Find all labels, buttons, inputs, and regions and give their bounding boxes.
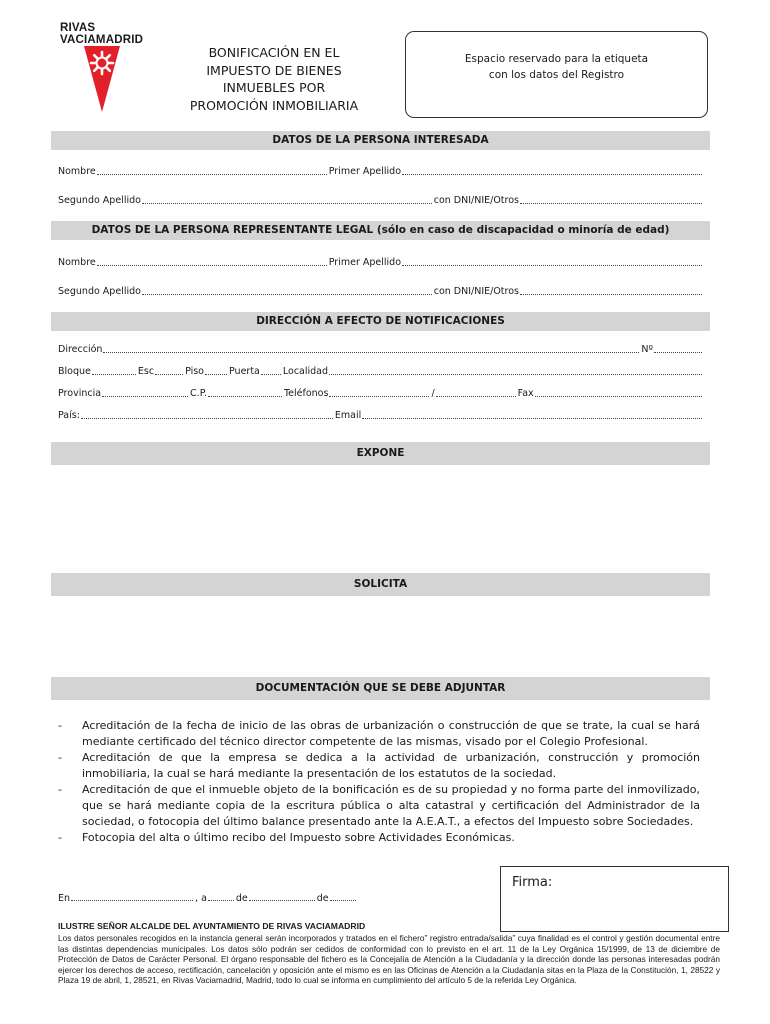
pais-field[interactable]	[81, 418, 333, 419]
surname1-field[interactable]	[402, 174, 702, 175]
doc-item-2: - Acreditación de que la empresa se dedica a la actividad de urbanización, construcción y promoción inmobiliaria, la cual se hará mediante la presentación de los estatutos de la sociedad.	[58, 751, 700, 780]
dni-label: con DNI/NIE/Otros	[433, 195, 519, 206]
place-date-row	[58, 890, 358, 904]
name-label: Nombre	[58, 166, 96, 177]
section-heading-documentation: DOCUMENTACIÓN QUE SE DEBE ADJUNTAR	[51, 677, 710, 700]
section-heading-representative: DATOS DE LA PERSONA REPRESENTANTE LEGAL (sólo en caso de discapacidad o minoría de edad)	[51, 221, 710, 240]
telefonos-label: Teléfonos	[283, 388, 329, 399]
pais-label: País:	[58, 410, 80, 421]
rep-dni-field[interactable]	[520, 294, 702, 295]
dni-field[interactable]	[520, 203, 702, 204]
bloque-row	[58, 364, 704, 378]
place-field[interactable]	[71, 900, 193, 901]
addressee-line: ILUSTRE SEÑOR ALCALDE DEL AYUNTAMIENTO DE RIVAS VACIAMADRID	[58, 921, 366, 931]
title-line-2: IMPUESTO DE BIENES	[206, 62, 342, 78]
section-heading-expone: EXPONE	[51, 442, 710, 465]
rep-name-field[interactable]	[97, 265, 327, 266]
doc-item-text: Fotocopia del alta o último recibo del Impuesto sobre Actividades Económicas.	[82, 831, 515, 844]
representative-surname2-row	[58, 284, 704, 298]
representative-name-row	[58, 255, 704, 269]
numero-label: Nº	[641, 344, 653, 355]
cp-label: C.P.	[190, 388, 207, 399]
title-line-1: BONIFICACIÓN EN EL	[208, 45, 340, 60]
rep-surname1-field[interactable]	[402, 265, 702, 266]
provincia-row	[58, 386, 704, 400]
rep-surname2-label: Segundo Apellido	[58, 286, 141, 297]
puerta-field[interactable]	[261, 374, 281, 375]
document-title	[176, 44, 372, 114]
solicita-text-area[interactable]	[51, 599, 710, 671]
esc-field[interactable]	[155, 374, 183, 375]
rep-name-label: Nombre	[58, 257, 96, 268]
title-line-3: INMUEBLES POR	[222, 80, 326, 95]
doc-item-text: Acreditación de la fecha de inicio de las obras de urbanización o construcción de que se trate, la cual se hará mediante certificado del técnico director competente de las mismas, visado por el Colegio Profesional.	[82, 719, 700, 748]
address-row	[58, 342, 704, 356]
doc-item-text: Acreditación de que el inmueble objeto de la bonificación es de su propiedad y no forma parte del inmovilizado, que se hará mediante copia de la escritura pública o alta catastral y certificación del Administrador de la sociedad, o fotocopia del último balance presentado ante la A.E.A.T., a efectos del Impuesto sobre Sociedades.	[82, 783, 700, 828]
interested-surname2-row	[58, 193, 704, 207]
year-field[interactable]	[330, 900, 356, 901]
logo-wordmark	[60, 22, 143, 46]
rep-dni-label: con DNI/NIE/Otros	[433, 286, 519, 297]
provincia-label: Provincia	[58, 388, 102, 399]
bloque-field[interactable]	[92, 374, 136, 375]
registry-label-box	[405, 31, 708, 118]
a-label: , a	[195, 893, 207, 904]
surname2-label: Segundo Apellido	[58, 195, 141, 206]
email-field[interactable]	[362, 418, 702, 419]
section-heading-solicita: SOLICITA	[51, 573, 710, 596]
provincia-field[interactable]	[102, 396, 188, 397]
localidad-label: Localidad	[282, 366, 329, 377]
documentation-list	[58, 718, 700, 846]
email-label: Email	[334, 410, 362, 421]
registry-line-1: Espacio reservado para la etiqueta	[464, 53, 649, 65]
signature-box[interactable]	[500, 866, 729, 932]
surname1-label: Primer Apellido	[328, 166, 402, 177]
fax-label: Fax	[517, 388, 534, 399]
registry-line-2: con los datos del Registro	[488, 69, 625, 81]
doc-item-3: - Acreditación de que el inmueble objeto de la bonificación es de su propiedad y no forma parte del inmovilizado, que se hará mediante copia de la escritura pública o alta catastral y certificación del Administrador de la sociedad, o fotocopia del último balance presentado ante la A.E.A.T., a efectos del Impuesto sobre Sociedades.	[58, 783, 700, 828]
legal-notice: Los datos personales recogidos en la instancia general serán incorporados y tratados en el fichero” registro entrada/salida” cuya finalidad es el control y gestión documental entre las distintas dependencias municipales. Los datos sólo podrán ser cedidos de conformidad con lo previsto en el art. 11 de la Ley Orgánica 15/1999, de 13 de diciembre de Protección de Datos de Carácter Personal. El órgano responsable del fichero es la Concejalía de Atención a la Ciudadanía y la dirección donde las personas interesadas podrán ejercer los derechos de acceso, rectificación, cancelación y oposición ante el mismo es en las Oficinas de Atención a la Ciudadanía sitas en la Plaza de la Constitución, 1, 28522 y Plaza 19 de abril, 1, 28521, en Rivas Vaciamadrid, Madrid, todo lo cual se informa en cumplimiento del artículo 5 de la referida Ley Orgánica.	[58, 933, 720, 986]
doc-item-1: - Acreditación de la fecha de inicio de las obras de urbanización o construcción de que se trate, la cual se hará mediante certificado del técnico director competente de las mismas, visado por el Colegio Profesional.	[58, 719, 700, 748]
direccion-label: Dirección	[58, 344, 103, 355]
pais-row	[58, 408, 704, 422]
en-label: En	[58, 893, 71, 904]
day-field[interactable]	[208, 900, 234, 901]
rep-surname1-label: Primer Apellido	[328, 257, 402, 268]
section-heading-interested: DATOS DE LA PERSONA INTERESADA	[51, 131, 710, 150]
logo-line-vaciamadrid: VACIAMADRID	[60, 34, 144, 46]
telefono-separator: /	[431, 388, 435, 399]
localidad-field[interactable]	[329, 374, 702, 375]
cp-field[interactable]	[208, 396, 282, 397]
surname2-field[interactable]	[142, 203, 432, 204]
month-field[interactable]	[249, 900, 315, 901]
firma-label: Firma:	[512, 875, 553, 890]
fax-field[interactable]	[535, 396, 702, 397]
name-field[interactable]	[97, 174, 327, 175]
interested-name-row	[58, 164, 704, 178]
telefono2-field[interactable]	[436, 396, 516, 397]
bloque-label: Bloque	[58, 366, 91, 377]
piso-field[interactable]	[205, 374, 227, 375]
doc-item-4: - Fotocopia del alta o último recibo del Impuesto sobre Actividades Económicas.	[58, 830, 700, 846]
title-line-4: PROMOCIÓN INMOBILIARIA	[189, 97, 359, 113]
rivas-logo-icon	[84, 46, 120, 112]
expone-text-area[interactable]	[51, 468, 710, 568]
telefono1-field[interactable]	[329, 396, 429, 397]
direccion-field[interactable]	[103, 352, 639, 353]
de1-label: de	[235, 893, 248, 904]
piso-label: Piso	[185, 366, 204, 377]
section-heading-address: DIRECCIÓN A EFECTO DE NOTIFICACIONES	[51, 312, 710, 331]
logo-line-rivas: RIVAS	[60, 22, 96, 34]
rep-surname2-field[interactable]	[142, 294, 432, 295]
esc-label: Esc	[137, 366, 155, 377]
puerta-label: Puerta	[228, 366, 260, 377]
doc-item-text: Acreditación de que la empresa se dedica a la actividad de urbanización, construcción y promoción inmobiliaria, la cual se hará mediante la presentación de los estatutos de la sociedad.	[82, 751, 700, 780]
de2-label: de	[316, 893, 329, 904]
numero-field[interactable]	[654, 352, 702, 353]
